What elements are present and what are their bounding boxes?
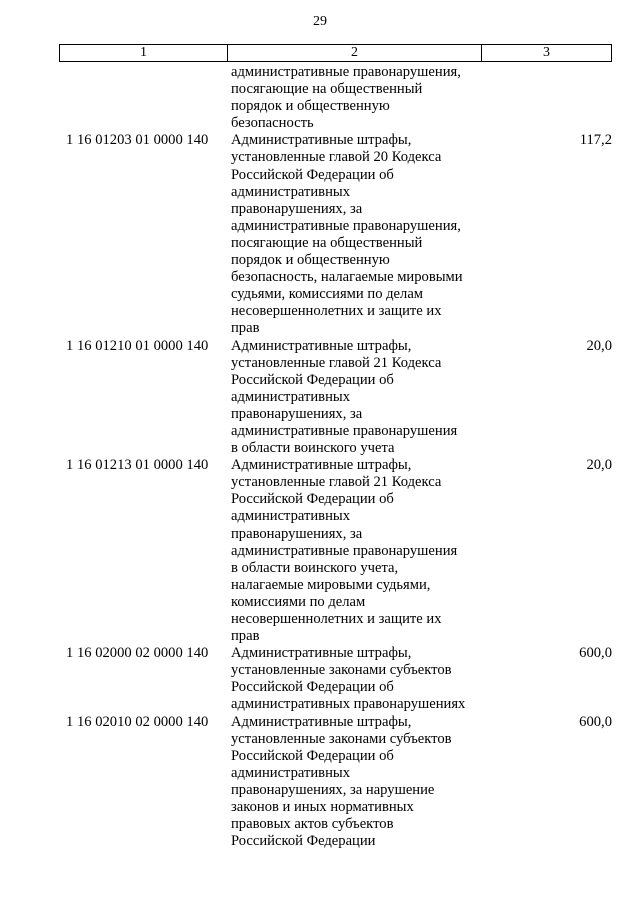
description-line: установленные главой 21 Кодекса	[231, 474, 442, 491]
table-row	[59, 64, 612, 132]
budget-classification-code: 1 16 01213 01 0000 140	[66, 457, 209, 474]
description-line: Российской Федерации об	[231, 747, 394, 764]
amount-value: 20,0	[586, 337, 612, 354]
description-line: в области воинского учета	[231, 440, 395, 457]
description-line: административных	[231, 764, 350, 781]
budget-classification-code: 1 16 02010 02 0000 140	[66, 713, 209, 730]
description-line: установленные главой 20 Кодекса	[231, 149, 442, 166]
description-line: правовых актов субъектов	[231, 816, 394, 833]
budget-classification-code: 1 16 01210 01 0000 140	[66, 337, 209, 354]
revenue-description	[231, 338, 483, 458]
description-line: установленные законами субъектов	[231, 730, 452, 747]
table-header-row	[59, 44, 612, 62]
budget-classification-code: 1 16 01203 01 0000 140	[66, 132, 209, 149]
page-number: 29	[313, 14, 327, 29]
description-line: административных	[231, 388, 350, 405]
description-line: административные правонарушения	[231, 542, 458, 559]
description-line: правонарушениях, за	[231, 200, 363, 217]
description-line: посягающие на общественный	[231, 234, 423, 251]
revenue-description	[231, 714, 483, 851]
description-line: Российской Федерации об	[231, 491, 394, 508]
description-line: несовершеннолетних и защите их	[231, 611, 442, 627]
description-line: Административные штрафы,	[231, 457, 412, 474]
description-line: правонарушениях, за	[231, 405, 363, 422]
budget-classification-code: 1 16 02000 02 0000 140	[66, 645, 209, 662]
description-line: административные правонарушения	[231, 422, 458, 439]
description-line: безопасность, налагаемые мировыми	[231, 269, 463, 286]
description-line: посягающие на общественный	[231, 81, 423, 98]
table-row	[59, 132, 612, 337]
description-line: Административные штрафы,	[231, 337, 412, 354]
description-line: административные правонарушения,	[231, 64, 461, 80]
description-line: прав	[231, 320, 260, 337]
description-line: Административные штрафы,	[231, 132, 412, 149]
amount-value: 20,0	[586, 457, 612, 474]
amount-value: 117,2	[579, 132, 612, 149]
description-line: административных	[231, 183, 350, 200]
description-line: административных	[231, 508, 350, 525]
description-line: Российской Федерации	[231, 833, 376, 850]
description-line: в области воинского учета,	[231, 559, 399, 576]
table-row	[59, 338, 612, 458]
amount-value: 600,0	[579, 645, 612, 662]
description-line: правонарушениях, за нарушение	[231, 781, 435, 798]
table-header-col-3: 3	[543, 45, 550, 60]
revenue-description	[231, 457, 483, 645]
revenue-description	[231, 132, 483, 337]
description-line: Российской Федерации об	[231, 371, 394, 388]
description-line: установленные главой 21 Кодекса	[231, 354, 442, 371]
amount-value: 600,0	[579, 713, 612, 730]
description-line: Российской Федерации об	[231, 166, 394, 183]
description-line: административных правонарушениях	[231, 696, 466, 713]
table-header-col-2: 2	[228, 45, 482, 61]
revenue-description	[231, 645, 483, 713]
revenue-description	[231, 64, 483, 132]
description-line: комиссиями по делам	[231, 593, 366, 610]
table-header-col-1: 1	[60, 45, 228, 61]
table-row	[59, 645, 612, 713]
table-body	[59, 64, 612, 850]
description-line: порядок и общественную	[231, 98, 390, 115]
table-row	[59, 714, 612, 851]
description-line: Административные штрафы,	[231, 713, 412, 730]
description-line: прав	[231, 628, 260, 645]
description-line: установленные законами субъектов	[231, 662, 452, 679]
description-line: Российской Федерации об	[231, 679, 394, 696]
table-row	[59, 457, 612, 645]
description-line: несовершеннолетних и защите их	[231, 303, 442, 320]
description-line: Административные штрафы,	[231, 645, 412, 662]
description-line: судьями, комиссиями по делам	[231, 286, 424, 303]
description-line: правонарушениях, за	[231, 525, 363, 542]
description-line: порядок и общественную	[231, 252, 390, 269]
description-line: законов и иных нормативных	[231, 799, 414, 816]
description-line: налагаемые мировыми судьями,	[231, 576, 431, 593]
description-line: безопасность	[231, 115, 314, 132]
description-line: административные правонарушения,	[231, 217, 461, 234]
